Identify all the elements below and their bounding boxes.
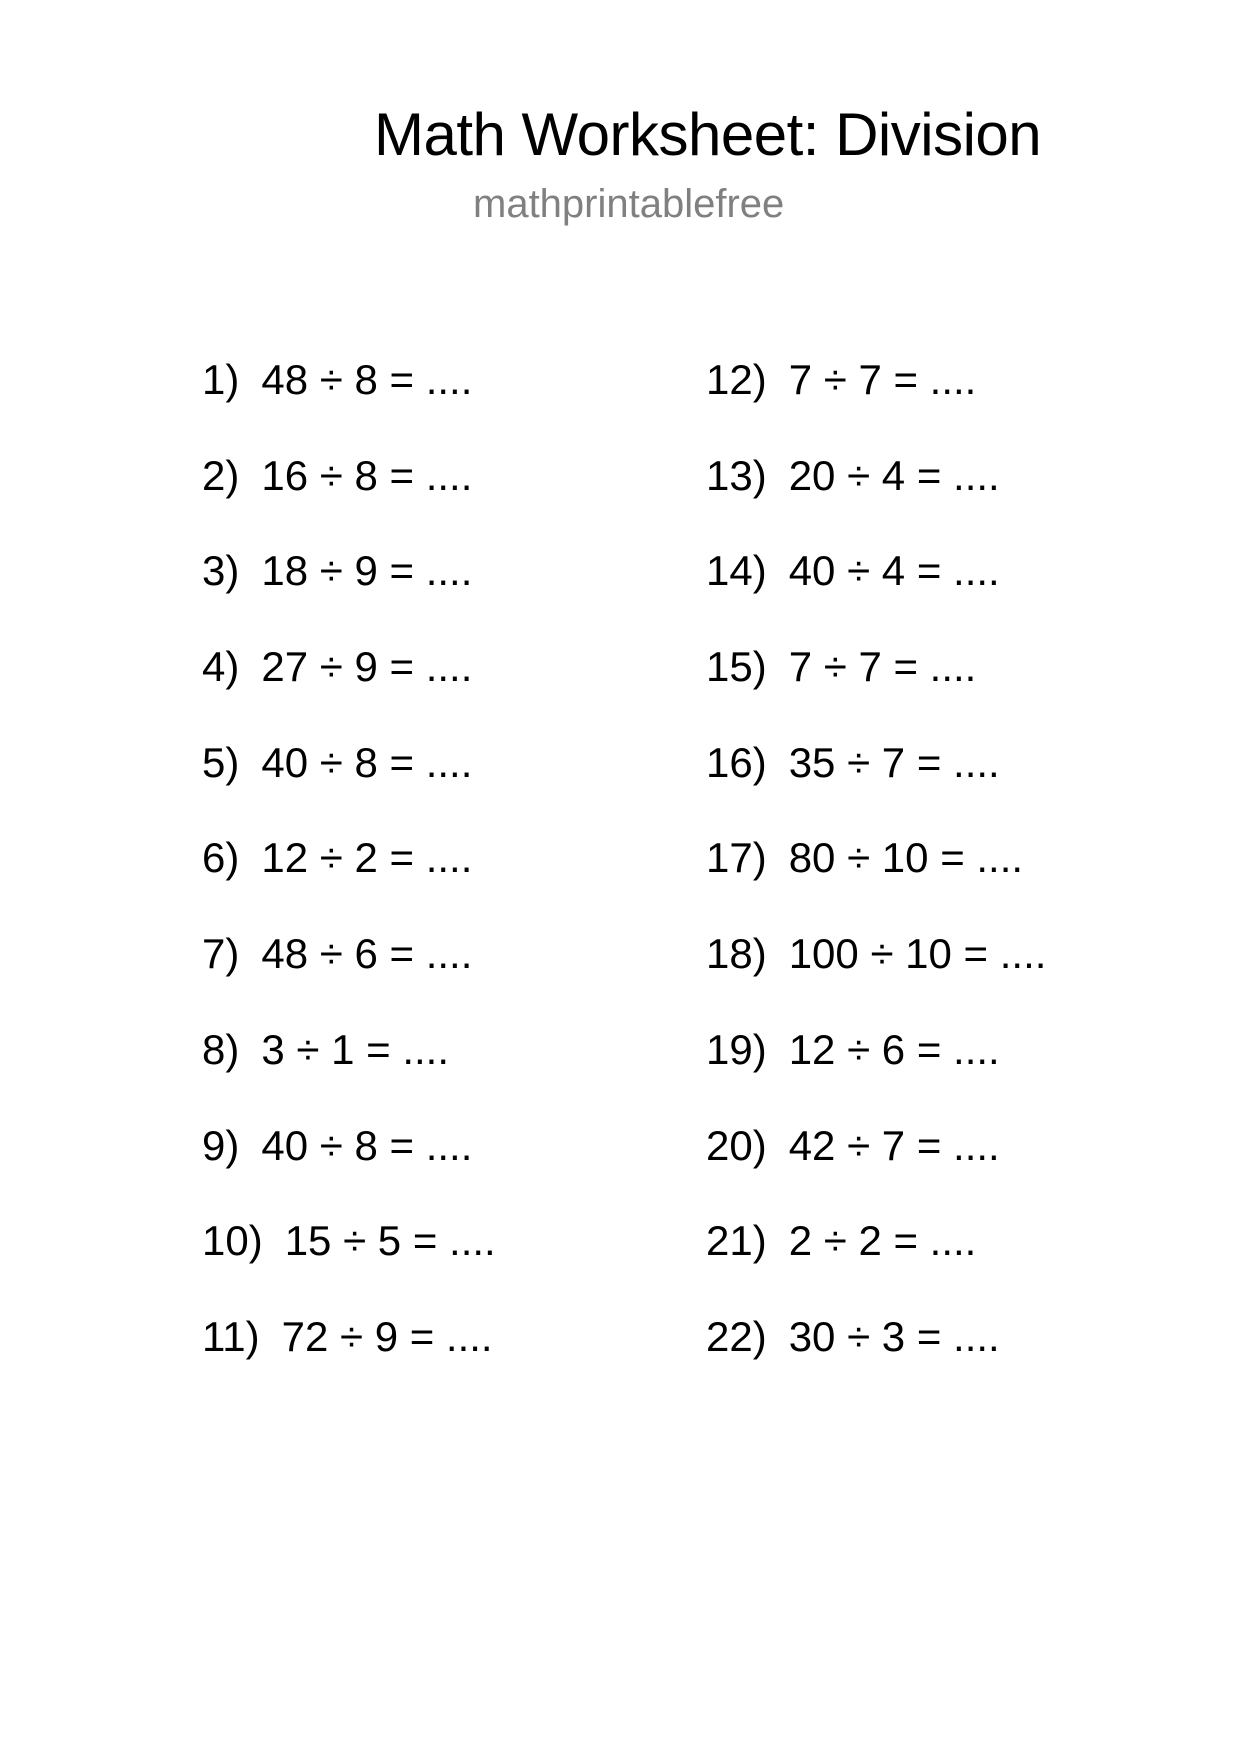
- problem-number: 5): [202, 738, 240, 786]
- problem-expression: 48 ÷ 8 = ....: [261, 356, 473, 403]
- problem-item: [706, 1309, 1046, 1405]
- site-subtitle: mathprintablefree: [473, 182, 785, 226]
- problem-expression: 40 ÷ 8 = ....: [261, 738, 473, 786]
- problem-number: 17): [706, 834, 767, 882]
- problem-expression: 100 ÷ 10 = ....: [788, 930, 1047, 978]
- problem-item: [706, 926, 1046, 1022]
- problem-number: 10): [202, 1217, 263, 1265]
- problem-item: [202, 639, 496, 735]
- problem-expression: 30 ÷ 3 = ....: [788, 1312, 1000, 1360]
- problem-number: 12): [706, 356, 767, 403]
- problem-expression: 72 ÷ 9 = ....: [281, 1312, 493, 1360]
- problem-item: [202, 352, 496, 448]
- problem-item: [202, 926, 496, 1022]
- problem-item: [202, 1213, 496, 1309]
- problem-expression: 35 ÷ 7 = ....: [788, 738, 1000, 786]
- problem-number: 11): [202, 1312, 260, 1360]
- problems-right-column: [706, 352, 1046, 1405]
- problem-number: 7): [202, 930, 240, 978]
- problem-expression: 15 ÷ 5 = ....: [284, 1217, 496, 1265]
- problem-number: 1): [202, 356, 240, 403]
- problem-number: 8): [202, 1025, 240, 1073]
- problem-number: 22): [706, 1312, 767, 1360]
- problem-expression: 27 ÷ 9 = ....: [261, 643, 473, 691]
- problem-number: 13): [706, 451, 767, 499]
- problem-number: 19): [706, 1025, 767, 1073]
- problem-number: 21): [706, 1217, 767, 1265]
- problem-number: 2): [202, 451, 240, 499]
- problem-number: 16): [706, 738, 767, 786]
- problem-expression: 40 ÷ 4 = ....: [788, 547, 1000, 595]
- problem-number: 6): [202, 834, 240, 882]
- problem-expression: 3 ÷ 1 = ....: [261, 1025, 450, 1073]
- problem-expression: 20 ÷ 4 = ....: [788, 451, 1000, 499]
- problem-item: [706, 448, 1046, 544]
- problem-expression: 18 ÷ 9 = ....: [261, 547, 473, 595]
- problem-expression: 80 ÷ 10 = ....: [788, 834, 1024, 882]
- problem-expression: 48 ÷ 6 = ....: [261, 930, 473, 978]
- problem-expression: 40 ÷ 8 = ....: [261, 1121, 473, 1169]
- problem-number: 14): [706, 547, 767, 595]
- problem-item: [706, 543, 1046, 639]
- problem-number: 20): [706, 1121, 767, 1169]
- problem-item: [706, 639, 1046, 735]
- page-title: Math Worksheet: Division: [374, 101, 1042, 168]
- problem-number: 15): [706, 643, 767, 691]
- problem-item: [706, 352, 1046, 448]
- problem-item: [706, 830, 1046, 926]
- problem-expression: 2 ÷ 2 = ....: [788, 1217, 977, 1265]
- problem-expression: 7 ÷ 7 = ....: [788, 356, 977, 403]
- problem-item: [202, 1309, 496, 1405]
- problem-item: [706, 735, 1046, 831]
- problem-number: 9): [202, 1121, 240, 1169]
- problem-expression: 12 ÷ 6 = ....: [788, 1025, 1000, 1073]
- problem-expression: 7 ÷ 7 = ....: [788, 643, 977, 691]
- problem-item: [202, 448, 496, 544]
- problem-item: [202, 830, 496, 926]
- problem-item: [706, 1022, 1046, 1118]
- problem-expression: 16 ÷ 8 = ....: [261, 451, 473, 499]
- problem-item: [202, 735, 496, 831]
- problem-number: 3): [202, 547, 240, 595]
- problems-left-column: [202, 352, 496, 1405]
- problem-item: [706, 1213, 1046, 1309]
- problem-number: 18): [706, 930, 767, 978]
- problem-item: [202, 543, 496, 639]
- problem-expression: 42 ÷ 7 = ....: [788, 1121, 1000, 1169]
- problem-item: [202, 1118, 496, 1214]
- problem-expression: 12 ÷ 2 = ....: [261, 834, 473, 882]
- problem-item: [202, 1022, 496, 1118]
- problem-item: [706, 1118, 1046, 1214]
- problem-number: 4): [202, 643, 240, 691]
